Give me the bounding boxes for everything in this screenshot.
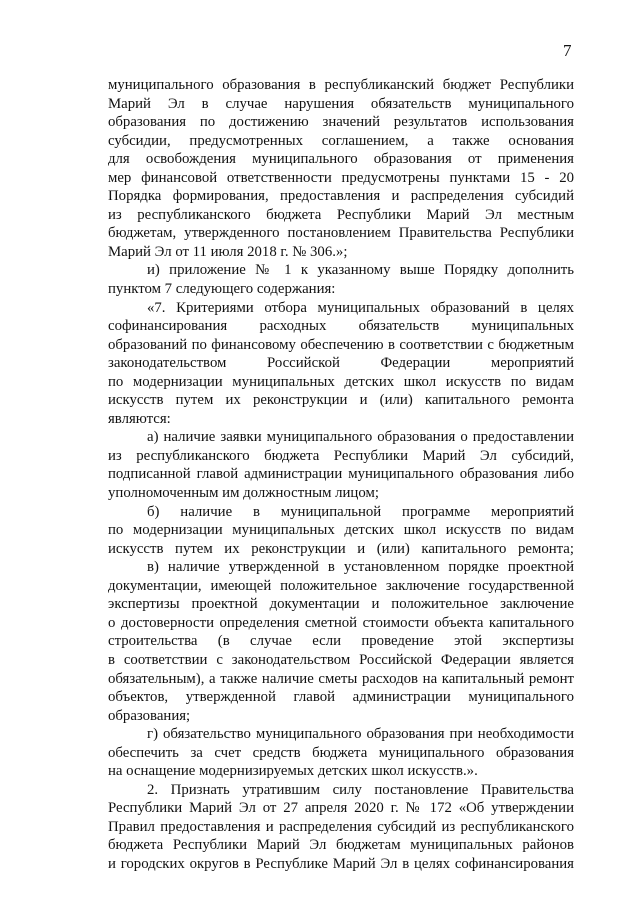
text-line: обеспечить за счет средств бюджета муниципального образования [108,744,574,761]
text-line: Республики Марий Эл от 27 апреля 2020 г. № 172 «Об утверждении [108,800,574,817]
paragraph-first-line: 2. Признать утратившим силу постановление Правительства [147,781,574,798]
paragraph-first-line: а) наличие заявки муниципального образования о предоставлении [147,429,574,446]
text-line: из республиканского бюджета Республики Марий Эл субсидий, [108,447,574,464]
text-line: на оснащение модернизируемых детских школ искусств.». [108,763,478,780]
paragraph-first-line: в) наличие утвержденной в установленном порядке проектной [147,559,574,576]
text-line: пунктом 7 следующего содержания: [108,281,336,298]
text-line: по модернизации муниципальных детских школ искусств по видам [108,522,574,539]
text-line: Марий Эл в случае нарушения обязательств муниципального [108,95,574,112]
text-line: образования по достижению значений результатов использования [108,114,574,131]
text-line: мер финансовой ответственности предусмотрены пунктами 15 - 20 [108,169,574,186]
text-line: искусств путем их реконструкции и (или) капитального ремонта; [108,540,574,557]
text-line: в соответствии с законодательством Российской Федерации является [108,651,574,668]
text-line: бюджетам, утвержденного постановлением Правительства Республики [108,225,574,242]
paragraph-first-line: г) обязательство муниципального образования при необходимости [147,726,574,743]
text-line: строительства (в случае если проведение этой экспертизы [108,633,574,650]
text-line: экспертизы проектной документации и положительное заключение [108,596,574,613]
text-line: обязательным), а также наличие сметы расходов на капитальный ремонт [108,670,574,687]
text-line: образований по финансовому обеспечению в соответствии с бюджетным [108,336,574,353]
text-line: объектов, утвержденной главой администрации муниципального [108,689,574,706]
text-line: Марий Эл от 11 июля 2018 г. № 306.»; [108,243,348,260]
text-line: субсидии, предусмотренных соглашением, а также основания [108,132,574,149]
paragraph-first-line: б) наличие в муниципальной программе мероприятий [147,503,574,520]
text-line: для освобождения муниципального образования от применения [108,151,574,168]
document-body [108,76,574,874]
text-line: образования; [108,707,191,724]
text-line: являются: [108,410,171,427]
text-line: о достоверности определения сметной стоимости объекта капитального [108,614,574,631]
text-line: законодательством Российской Федерации мероприятий [108,355,574,372]
page-number: 7 [563,41,572,60]
paragraph-first-line: и) приложение № 1 к указанному выше Порядку дополнить [147,262,574,279]
paragraph-first-line: «7. Критериями отбора муниципальных образований в целях [147,299,574,316]
text-line: документации, имеющей положительное заключение государственной [108,577,574,594]
text-line: по модернизации муниципальных детских школ искусств по видам [108,373,574,390]
text-line: и городских округов в Республике Марий Эл в целях софинансирования [108,855,574,872]
text-line: Порядка формирования, предоставления и распределения субсидий [108,188,574,205]
text-line: уполномоченным им должностным лицом; [108,485,379,502]
text-line: бюджета Республики Марий Эл бюджетам муниципальных районов [108,837,574,854]
text-line: из республиканского бюджета Республики Марий Эл местным [108,206,574,223]
text-line: софинансирования расходных обязательств муниципальных [108,318,574,335]
text-line: муниципального образования в республиканский бюджет Республики [108,77,574,93]
text-line: подписанной главой администрации муниципального образования либо [108,466,574,483]
text-line: искусств путем их реконструкции и (или) капитального ремонта [108,392,574,409]
text-line: Правил предоставления и распределения субсидий из республиканского [108,818,574,835]
